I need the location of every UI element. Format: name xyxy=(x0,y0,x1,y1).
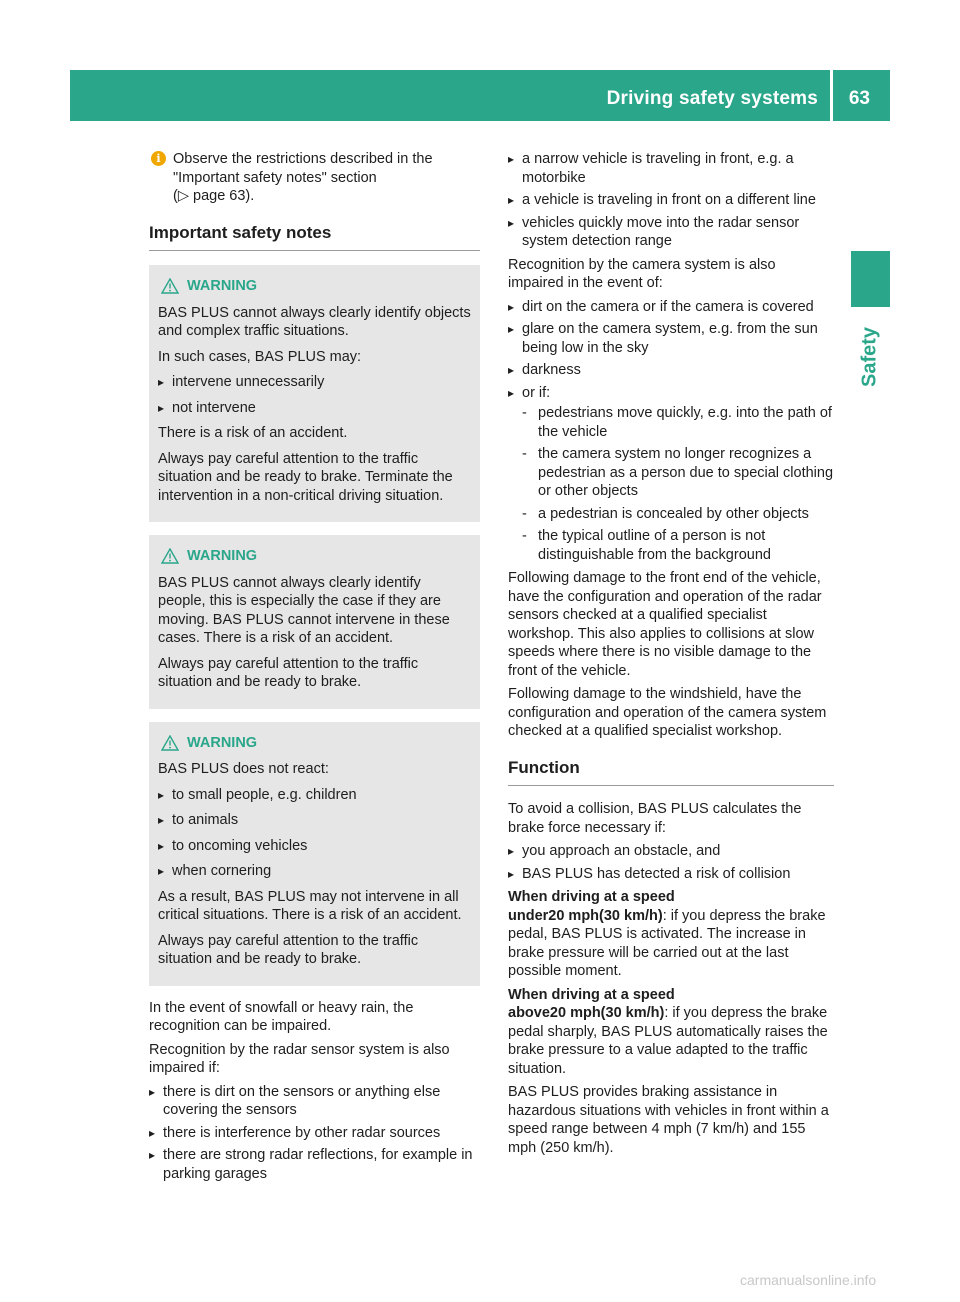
info-icon: i xyxy=(151,151,166,166)
list-item: ▸ a vehicle is traveling in front on a different line xyxy=(508,191,834,210)
list-item: ▸ you approach an obstacle, and xyxy=(508,842,834,861)
warning-text: Always pay careful attention to the traffic situation and be ready to brake. xyxy=(158,932,419,967)
warning-box xyxy=(149,265,480,522)
body-paragraph: BAS PLUS provides braking assistance in hazardous situations with vehicles in front within a speed range between 4 mph (7 km/h) and 155 mph (250 km/h). xyxy=(508,1084,829,1156)
list-item: ▸ darkness xyxy=(508,361,834,380)
section-title: Driving safety systems xyxy=(606,88,818,109)
bold-text: When driving at a speed xyxy=(508,889,675,905)
warning-text: Always pay careful attention to the traffic situation and be ready to brake. xyxy=(158,655,419,690)
page-number: 63 xyxy=(848,88,870,109)
warning-triangle-icon xyxy=(161,735,179,751)
warning-text: In such cases, BAS PLUS may: xyxy=(158,348,362,365)
section-heading: Function xyxy=(508,759,834,787)
speed-above-paragraph xyxy=(508,986,834,1079)
warning-label: WARNING xyxy=(187,734,258,751)
list-item: ▸ to oncoming vehicles xyxy=(158,837,471,856)
info-note xyxy=(149,150,480,206)
warning-title xyxy=(158,547,471,566)
list-item: ▸ intervene unnecessarily xyxy=(158,373,471,392)
warning-box xyxy=(149,535,480,709)
warning-text: There is a risk of an accident. xyxy=(158,425,348,441)
warning-box xyxy=(149,722,480,986)
dash-item: - the typical outline of a person is not distinguishable from the background xyxy=(522,527,834,564)
body-paragraph: Following damage to the windshield, have the configuration and operation of the camera system checked at a qualified specialist workshop. xyxy=(508,686,827,739)
list-item xyxy=(508,384,834,565)
body-paragraph: Recognition by the camera system is also impaired in the event of: xyxy=(508,256,776,291)
side-tab-text: Safety xyxy=(858,326,881,388)
side-tab-label xyxy=(850,312,890,402)
body-paragraph: To avoid a collision, BAS PLUS calculates the brake force necessary if: xyxy=(508,801,802,836)
dash-item: - a pedestrian is concealed by other objects xyxy=(522,505,834,524)
watermark: carmanualsonline.info xyxy=(740,1272,877,1288)
warning-list xyxy=(158,373,471,417)
body-paragraph: In the event of snowfall or heavy rain, the recognition can be impaired. xyxy=(149,999,414,1034)
page-reference-link[interactable]: (▷ page 63). xyxy=(173,188,255,204)
speed-under-paragraph xyxy=(508,888,834,981)
warning-triangle-icon xyxy=(161,548,179,564)
list-item: ▸ there is dirt on the sensors or anything else covering the sensors xyxy=(149,1083,480,1120)
dash-item: - pedestrians move quickly, e.g. into the path of the vehicle xyxy=(522,404,834,441)
warning-title xyxy=(158,277,471,296)
list-item: ▸ vehicles quickly move into the radar sensor system detection range xyxy=(508,214,834,251)
left-column xyxy=(149,150,480,1188)
body-text: : if you depress the brake pedal sharply, BAS PLUS automatically raises the brake pressure to a value adapted to the traffic situation. xyxy=(508,1005,828,1077)
radar-impairment-list-cont xyxy=(508,150,834,251)
list-item: ▸ glare on the camera system, e.g. from the sun being low in the sky xyxy=(508,320,834,357)
dash-list xyxy=(522,404,834,564)
list-item: ▸ there are strong radar reflections, for example in parking garages xyxy=(149,1146,480,1183)
radar-impairment-list xyxy=(149,1083,480,1184)
function-list xyxy=(508,842,834,883)
list-item: ▸ not intervene xyxy=(158,399,471,418)
warning-label: WARNING xyxy=(187,548,258,564)
body-paragraph: Recognition by the radar sensor system is also impaired if: xyxy=(149,1041,450,1076)
warning-triangle-icon xyxy=(161,278,179,294)
header-divider xyxy=(830,70,833,121)
header-bar xyxy=(70,70,890,121)
info-note-text: Observe the restrictions described in the "Important safety notes" section xyxy=(173,151,433,186)
list-item: ▸ there is interference by other radar sources xyxy=(149,1124,480,1143)
body-paragraph: Following damage to the front end of the vehicle, have the configuration and operation of the radar sensors checked at a qualified specialist workshop. This also applies to collisions at slow speeds where there is no visible damage to the front of the vehicle. xyxy=(508,570,822,679)
warning-text: Always pay careful attention to the traffic situation and be ready to brake. Terminate the intervention in a non-critical driving situation. xyxy=(158,450,453,504)
list-item: ▸ BAS PLUS has detected a risk of collision xyxy=(508,865,834,884)
warning-text: BAS PLUS cannot always clearly identify people, this is especially the case if they are moving. BAS PLUS cannot intervene in these cases. There is a risk of an accident. xyxy=(158,574,450,646)
warning-label: WARNING xyxy=(187,278,258,294)
warning-text: As a result, BAS PLUS may not intervene in all critical situations. There is a risk of an accident. xyxy=(158,888,462,923)
list-item-text: or if: xyxy=(522,384,551,401)
section-heading: Important safety notes xyxy=(149,224,480,252)
bold-text: When driving at a speed xyxy=(508,986,675,1003)
body-text: : if you depress the brake pedal, BAS PLUS is activated. The increase in brake pressure will be carried out at the last possible moment. xyxy=(508,907,826,979)
warning-text: BAS PLUS does not react: xyxy=(158,761,329,777)
dash-item: - the camera system no longer recognizes a pedestrian as a person due to special clothing or other objects xyxy=(522,445,834,501)
list-item: ▸ when cornering xyxy=(158,862,471,881)
warning-text: BAS PLUS cannot always clearly identify objects and complex traffic situations. xyxy=(158,304,471,339)
list-item: ▸ dirt on the camera or if the camera is covered xyxy=(508,298,834,317)
warning-title xyxy=(158,734,471,753)
list-item: ▸ a narrow vehicle is traveling in front, e.g. a motorbike xyxy=(508,150,834,187)
bold-text: above20 mph(30 km/h) xyxy=(508,1005,665,1021)
list-item: ▸ to small people, e.g. children xyxy=(158,786,471,805)
warning-list xyxy=(158,786,471,881)
side-tab-marker xyxy=(851,251,890,307)
camera-impairment-list xyxy=(508,298,834,565)
bold-text: under20 mph(30 km/h) xyxy=(508,907,663,924)
right-column xyxy=(508,150,834,1162)
list-item: ▸ to animals xyxy=(158,811,471,830)
